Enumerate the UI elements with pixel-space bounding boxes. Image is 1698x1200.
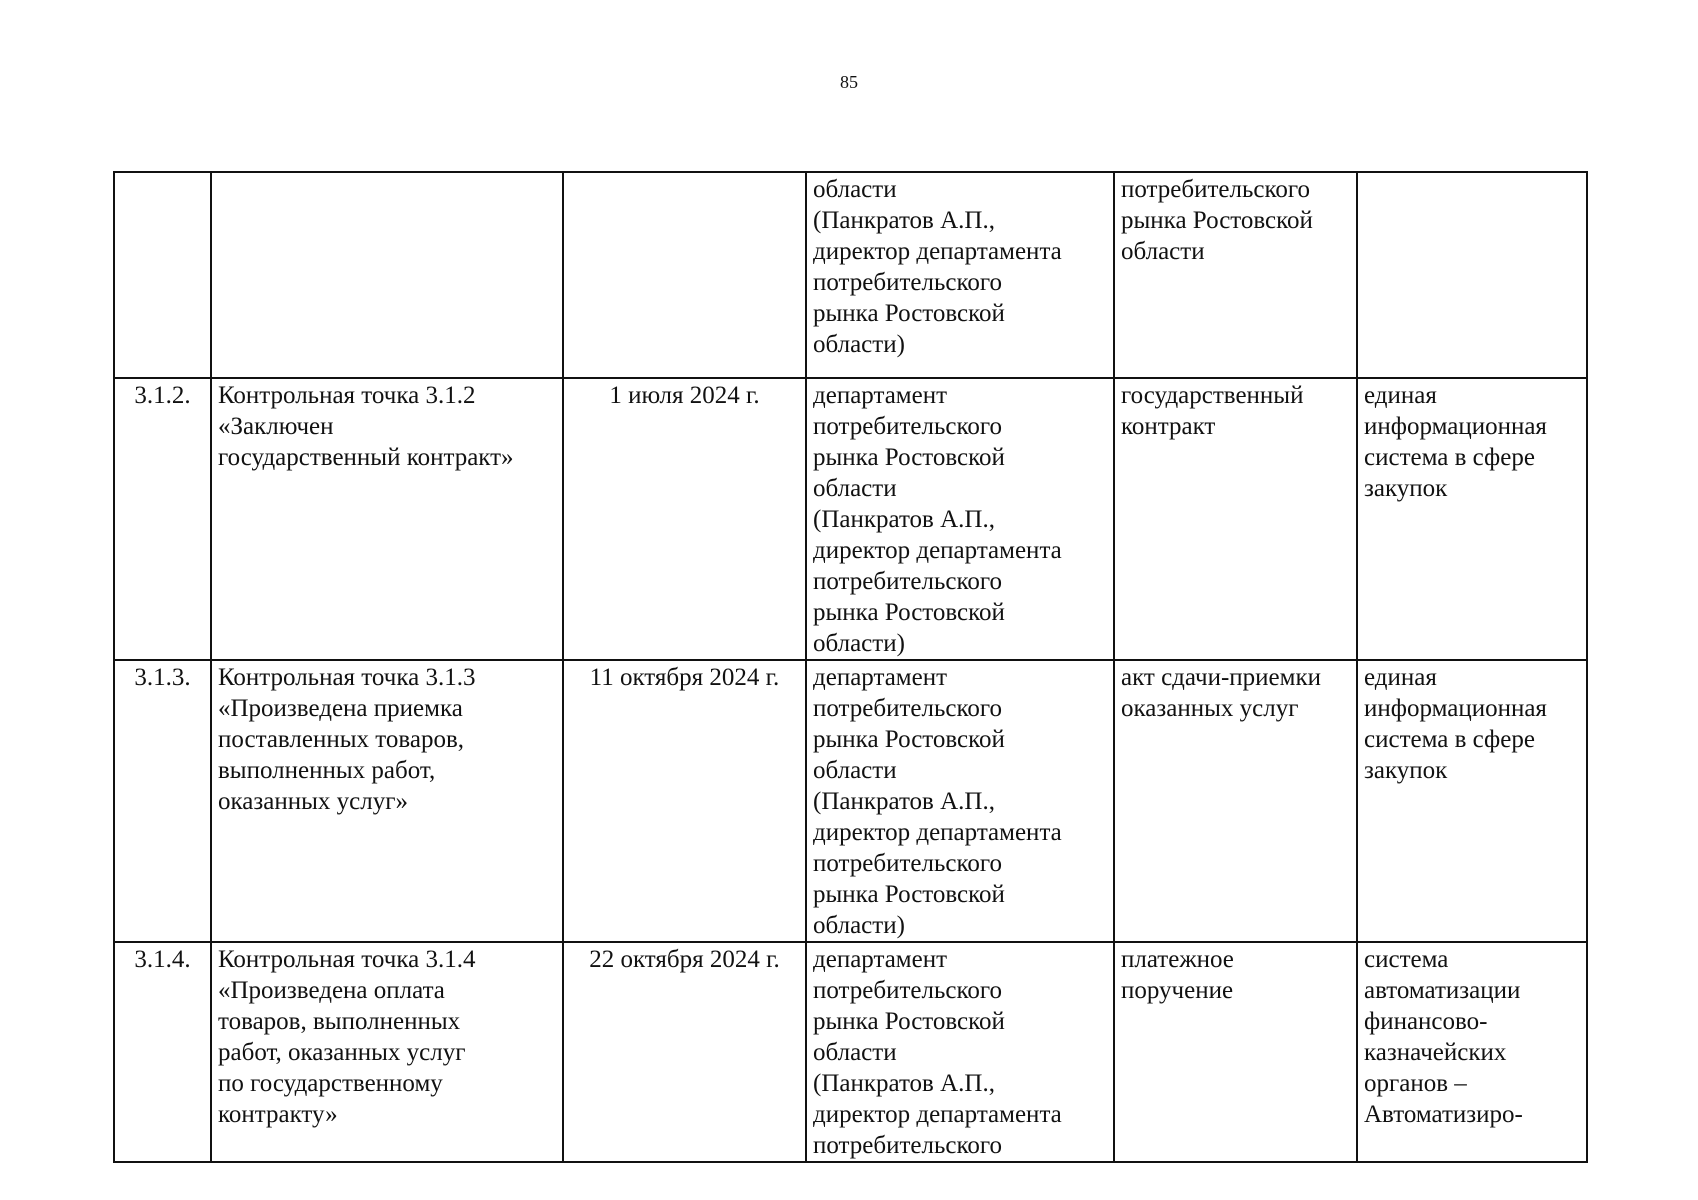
deadline: 22 октября 2024 г. bbox=[589, 946, 780, 973]
responsible-cell bbox=[806, 660, 1114, 942]
document-cell bbox=[1114, 942, 1357, 1162]
responsible-cell bbox=[806, 378, 1114, 660]
responsible: области (Панкратов А.П., директор департамента потребительского рынка Ростовской области) bbox=[813, 176, 1062, 358]
document-type: государственный контракт bbox=[1121, 382, 1304, 440]
document-type: потребительского рынка Ростовской области bbox=[1121, 176, 1313, 265]
row-number-cell bbox=[114, 378, 211, 660]
event-name-cell bbox=[211, 660, 563, 942]
document-cell bbox=[1114, 172, 1357, 378]
system-cell bbox=[1357, 172, 1587, 378]
event-name: Контрольная точка 3.1.2 «Заключен государственный контракт» bbox=[218, 382, 514, 471]
system-cell bbox=[1357, 660, 1587, 942]
deadline-cell bbox=[563, 172, 806, 378]
responsible: департамент потребительского рынка Ростовской области (Панкратов А.П., директор департамента потребительского рынка Ростовской области) bbox=[813, 664, 1062, 939]
document-type: акт сдачи-приемки оказанных услуг bbox=[1121, 664, 1321, 722]
deadline-cell bbox=[563, 378, 806, 660]
row-number-cell bbox=[114, 660, 211, 942]
information-system: единая информационная система в сфере закупок bbox=[1364, 664, 1547, 784]
responsible: департамент потребительского рынка Ростовской области (Панкратов А.П., директор департамента потребительского bbox=[813, 946, 1062, 1159]
deadline: 11 октября 2024 г. bbox=[589, 664, 780, 691]
system-cell bbox=[1357, 378, 1587, 660]
information-system: единая информационная система в сфере закупок bbox=[1364, 382, 1547, 502]
responsible-cell bbox=[806, 942, 1114, 1162]
information-system: система автоматизации финансово- казначейских органов – Автоматизиро- bbox=[1364, 946, 1523, 1128]
deadline: 1 июля 2024 г. bbox=[609, 382, 760, 409]
responsible: департамент потребительского рынка Ростовской области (Панкратов А.П., директор департамента потребительского рынка Ростовской области) bbox=[813, 382, 1062, 657]
document-cell bbox=[1114, 660, 1357, 942]
deadline-cell bbox=[563, 942, 806, 1162]
row-number: 3.1.3. bbox=[134, 664, 191, 691]
row-number-cell bbox=[114, 942, 211, 1162]
page-number: 85 bbox=[840, 72, 858, 92]
event-name-cell bbox=[211, 378, 563, 660]
row-number: 3.1.2. bbox=[134, 382, 191, 409]
table-row bbox=[114, 172, 1587, 378]
event-name: Контрольная точка 3.1.4 «Произведена оплата товаров, выполненных работ, оказанных услуг по государственному контракту» bbox=[218, 946, 476, 1128]
event-name-cell bbox=[211, 172, 563, 378]
row-number-cell bbox=[114, 172, 211, 378]
table-row bbox=[114, 378, 1587, 660]
deadline-cell bbox=[563, 660, 806, 942]
event-name-cell bbox=[211, 942, 563, 1162]
document-type: платежное поручение bbox=[1121, 946, 1234, 1004]
system-cell bbox=[1357, 942, 1587, 1162]
table-row bbox=[114, 660, 1587, 942]
document-cell bbox=[1114, 378, 1357, 660]
responsible-cell bbox=[806, 172, 1114, 378]
row-number: 3.1.4. bbox=[134, 946, 191, 973]
table-row bbox=[114, 942, 1587, 1162]
event-name: Контрольная точка 3.1.3 «Произведена приемка поставленных товаров, выполненных работ, оказанных услуг» bbox=[218, 664, 476, 815]
control-points-table bbox=[113, 171, 1588, 1163]
